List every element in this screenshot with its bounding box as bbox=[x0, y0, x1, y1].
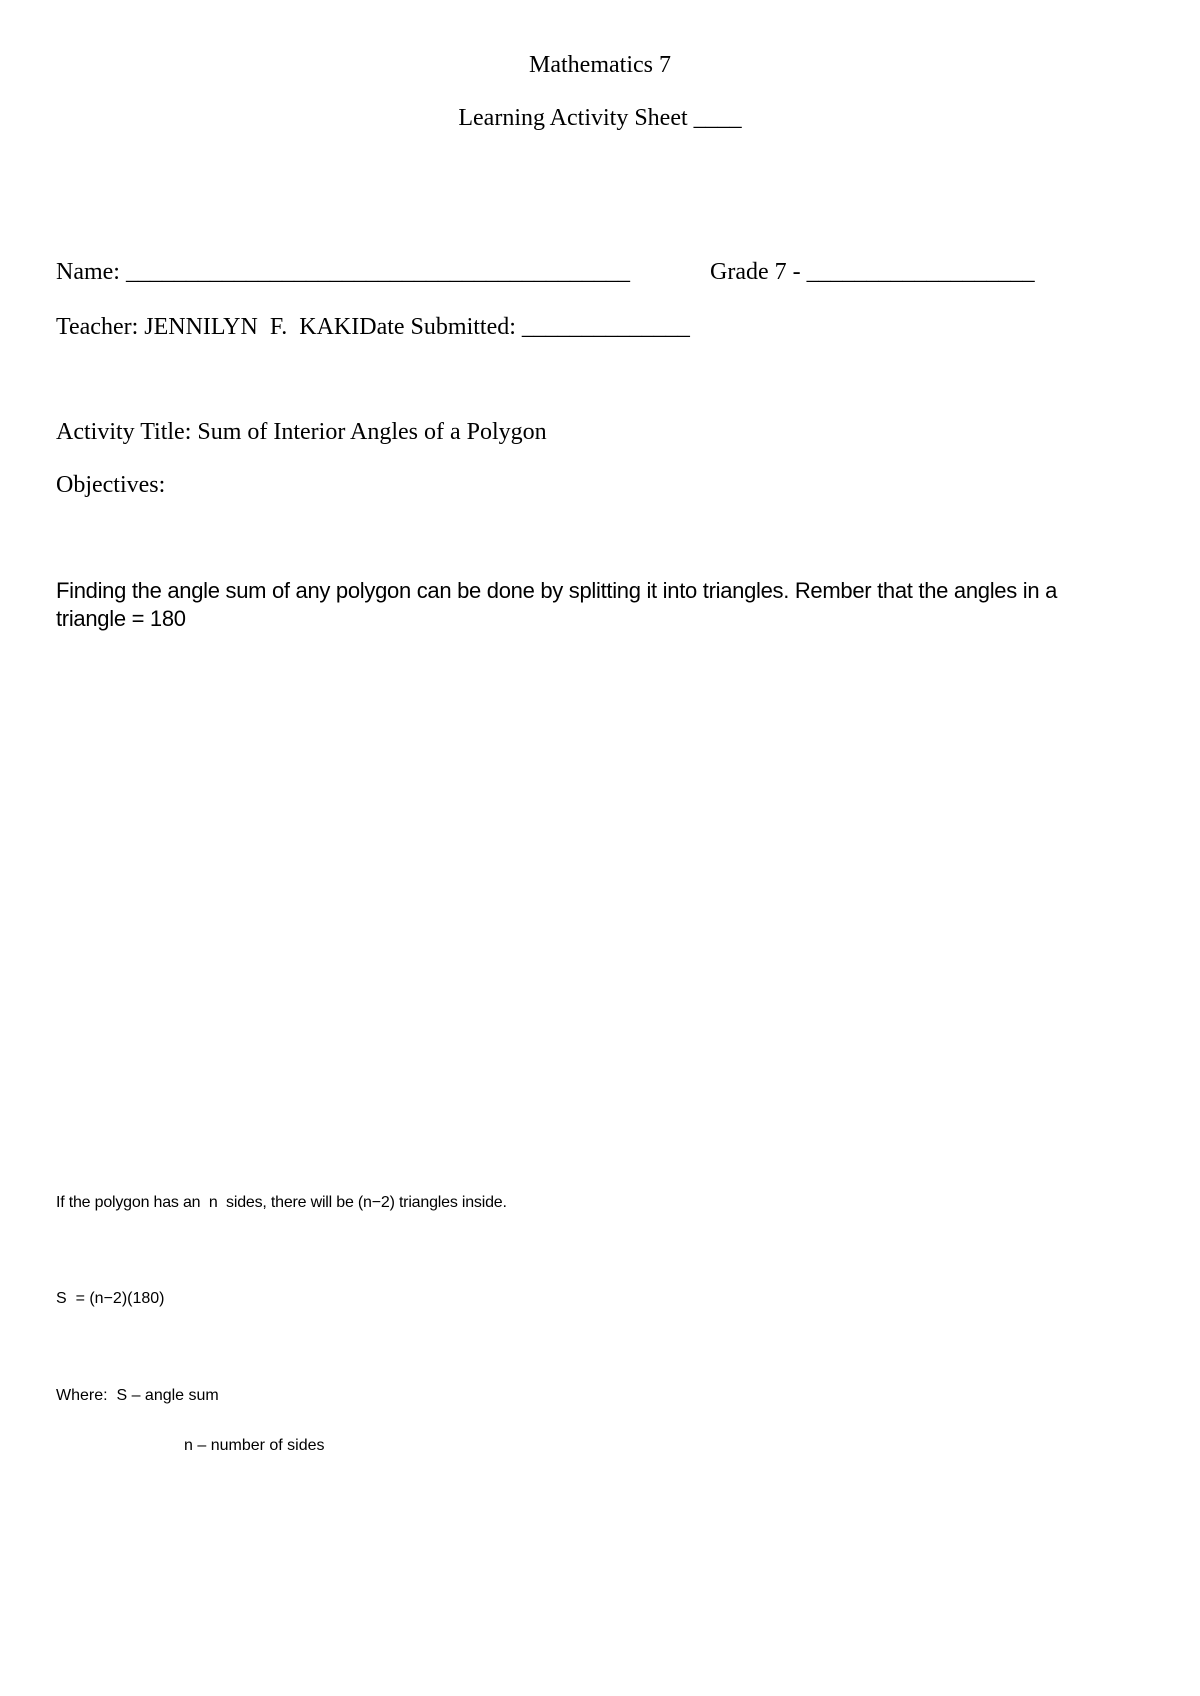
objectives-label: Objectives: bbox=[56, 472, 166, 498]
where-s-definition: Where: S – angle sum bbox=[56, 1387, 219, 1404]
triangle-rule-text: If the polygon has an n sides, there will be (n−2) triangles inside. bbox=[56, 1194, 507, 1211]
angle-sum-formula: S = (n−2)(180) bbox=[56, 1290, 165, 1307]
intro-paragraph: Finding the angle sum of any polygon can be done by splitting it into triangles. Rember that the angles in a triangle = 180 bbox=[56, 578, 1058, 631]
name-field: Name: __________________________________________ bbox=[56, 259, 630, 285]
where-n-definition: n – number of sides bbox=[184, 1437, 325, 1454]
activity-title: Activity Title: Sum of Interior Angles of a Polygon bbox=[56, 419, 547, 445]
grade-field: Grade 7 - ___________________ bbox=[710, 259, 1035, 285]
document-subtitle: Learning Activity Sheet ____ bbox=[458, 105, 742, 131]
document-title: Mathematics 7 bbox=[529, 52, 671, 78]
teacher-date-field: Teacher: JENNILYN F. KAKIDate Submitted: ______________ bbox=[56, 314, 690, 340]
